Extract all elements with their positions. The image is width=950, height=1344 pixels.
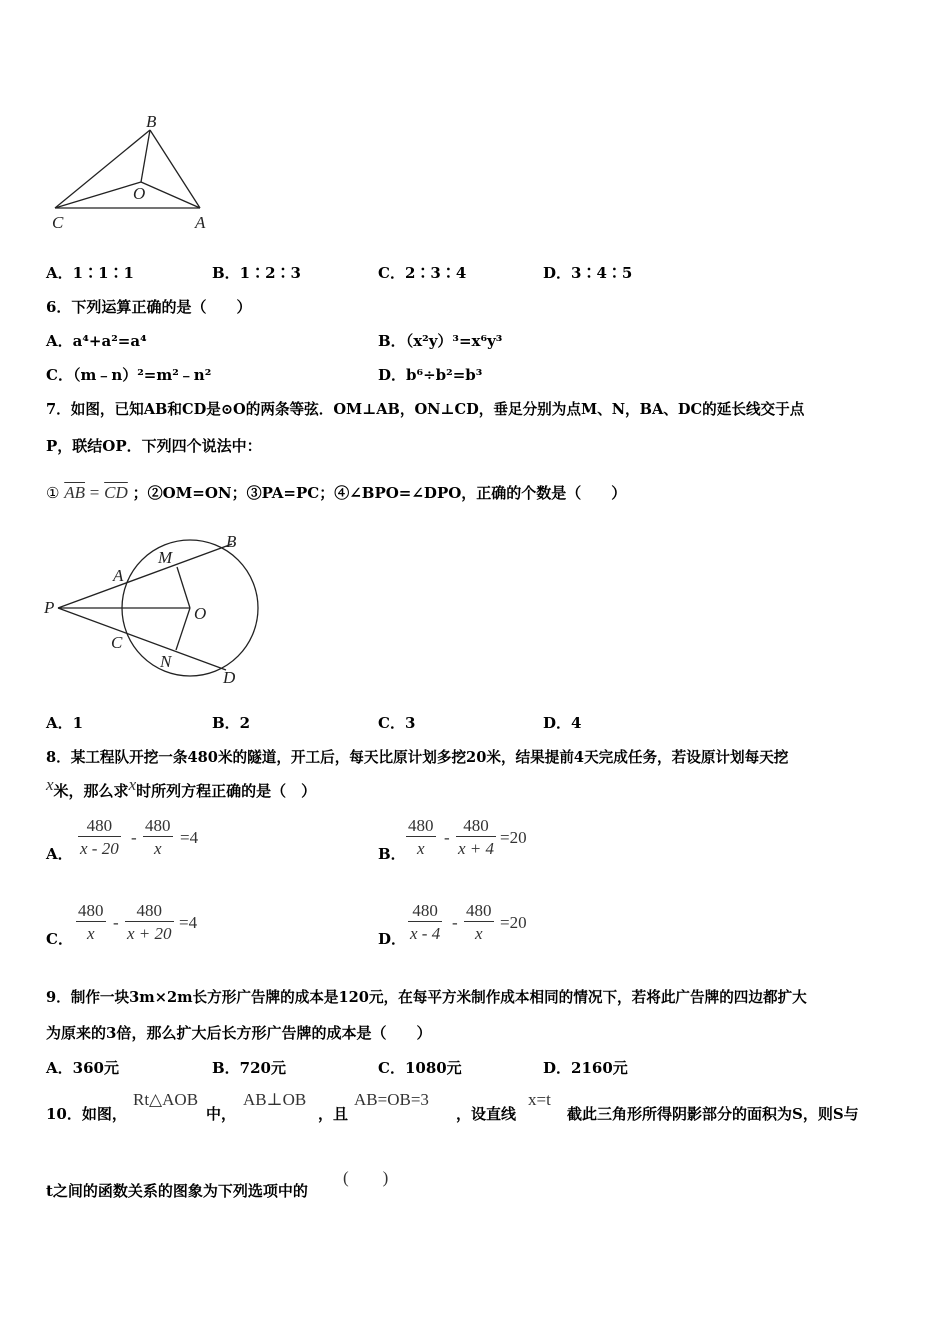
q6-c-body: （m﹣n）²=m²﹣n² <box>72 366 212 384</box>
q8-d-n2: 480 <box>466 901 492 920</box>
q7-s1-prefix: ① <box>46 484 60 502</box>
q8-d-frac2 <box>464 901 494 944</box>
q6-c-prefix: C． <box>46 366 73 384</box>
label-M: M <box>158 548 173 567</box>
q10-p3: ，且 <box>318 1105 349 1123</box>
q8-a-prefix[interactable]: A． <box>46 845 73 863</box>
q8-b-rhs: =20 <box>500 828 527 847</box>
q8-c-d1: x <box>76 921 106 944</box>
q10-m4: x=t <box>528 1090 551 1109</box>
label-C: C <box>52 213 64 232</box>
q7-arc-ab: $\overline{AB}$ <box>64 483 86 502</box>
q6-d-body: b⁶÷b²=b³ <box>406 366 483 384</box>
q8-d-d1: x - 4 <box>408 921 442 944</box>
q8-stem-line2 <box>46 775 317 801</box>
label-O2: O <box>194 604 207 623</box>
q5-option-b[interactable]: B．1∶2∶3 <box>212 264 301 282</box>
q8-c-n1: 480 <box>78 901 104 920</box>
q9-option-b[interactable]: B．720元 <box>212 1059 286 1077</box>
q8-a-rhs: =4 <box>180 828 199 847</box>
label-B2: B <box>226 532 237 551</box>
q8-a-n2: 480 <box>145 816 171 835</box>
q10-p5: 截此三角形所得阴影部分的面积为S，则S与 <box>567 1105 859 1123</box>
q8-c-frac2 <box>125 901 174 944</box>
q6-option-a[interactable] <box>46 330 147 351</box>
q8-a-minus: - <box>131 828 137 847</box>
q7-option-a[interactable]: A．1 <box>46 714 84 732</box>
q8-a-frac1 <box>78 816 121 859</box>
q7-arc-cd: $\overline{CD}$ <box>104 483 128 502</box>
q8-d-n1: 480 <box>412 901 438 920</box>
q8-d-frac1 <box>408 901 442 944</box>
q8-b-d1: x <box>406 836 436 859</box>
q6-option-d[interactable] <box>378 364 482 385</box>
q8-line2-end: 时所列方程正确的是（ ） <box>136 782 317 800</box>
q8-c-n2: 480 <box>136 901 163 920</box>
q6-stem: 6．下列运算正确的是（ ） <box>46 298 252 316</box>
q10-m1: Rt△AOB <box>133 1090 199 1109</box>
label-C2: C <box>111 633 123 652</box>
q7-option-c[interactable]: C．3 <box>378 714 416 732</box>
q7-stem-line1: 7．如图，已知AB和CD是⊙O的两条等弦．OM⊥AB，ON⊥CD，垂足分别为点M、N，BA、DC的延长线交于点 <box>46 401 805 418</box>
q9-option-c[interactable]: C．1080元 <box>378 1059 462 1077</box>
q7-statements <box>46 482 626 503</box>
q8-a-d1: x - 20 <box>78 836 121 859</box>
q9-option-a[interactable]: A．360元 <box>46 1059 119 1077</box>
label-D2: D <box>223 668 236 687</box>
q6-option-b[interactable] <box>378 330 502 351</box>
q10-p2: 中， <box>206 1105 237 1123</box>
q10-m3: AB=OB=3 <box>354 1090 429 1109</box>
q8-b-d2: x + 4 <box>456 836 496 859</box>
q6-a-body: a⁴+a²=a⁴ <box>72 332 147 350</box>
triangle-figure <box>40 110 230 235</box>
q8-b-frac1 <box>406 816 436 859</box>
q8-d-prefix[interactable]: D． <box>378 930 407 948</box>
q10-p4: ，设直线 <box>456 1105 517 1123</box>
q8-stem-line1: 8．某工程队开挖一条480米的隧道，开工后，每天比原计划多挖20米，结果提前4天完成任务，若设原计划每天挖 <box>46 749 789 766</box>
q10-line2: t之间的函数关系的图象为下列选项中的 <box>46 1182 308 1200</box>
q7-statements-rest: ；②OM=ON；③PA=PC；④∠BPO=∠DPO，正确的个数是（ ） <box>132 484 627 502</box>
q7-stem-line2: P，联结OP．下列四个说法中： <box>46 437 262 455</box>
q8-line2-mid: 米，那么求 <box>53 782 129 800</box>
q10-m2: AB⊥OB <box>243 1090 307 1109</box>
q6-a-prefix: A． <box>46 332 73 350</box>
q8-a-n1: 480 <box>86 816 113 835</box>
q7-option-d[interactable]: D．4 <box>543 714 582 732</box>
q7-option-b[interactable]: B．2 <box>212 714 251 732</box>
q8-b-frac2 <box>456 816 496 859</box>
q9-stem-line2: 为原来的3倍，那么扩大后长方形广告牌的成本是（ ） <box>46 1024 432 1042</box>
q8-a-frac2 <box>143 816 173 859</box>
label-P: P <box>44 598 55 617</box>
q6-option-c[interactable] <box>46 364 211 385</box>
label-N: N <box>160 652 172 671</box>
q5-option-c[interactable]: C．2∶3∶4 <box>378 264 467 282</box>
q9-option-d[interactable]: D．2160元 <box>543 1059 628 1077</box>
q9-stem-line1: 9．制作一块3m×2m长方形广告牌的成本是120元，在每平方米制作成本相同的情况下，若将此广告牌的四边都扩大 <box>46 989 807 1006</box>
q6-d-prefix: D． <box>378 366 407 384</box>
q6-b-body: （x²y）³=x⁶y³ <box>405 332 503 350</box>
q8-d-d2: x <box>464 921 494 944</box>
q8-b-prefix[interactable]: B． <box>378 845 406 863</box>
q5-option-a[interactable]: A．1∶1∶1 <box>46 264 134 282</box>
q8-c-frac1 <box>76 901 106 944</box>
q8-c-d2: x + 20 <box>125 921 174 944</box>
q8-b-minus: - <box>444 828 450 847</box>
q8-a-d2: x <box>143 836 173 859</box>
label-A: A <box>195 213 206 232</box>
q8-d-minus: - <box>452 913 458 932</box>
label-B: B <box>146 112 157 131</box>
q8-d-rhs: =20 <box>500 913 527 932</box>
q8-b-n2: 480 <box>463 816 489 835</box>
q8-var-x2: x <box>128 775 137 794</box>
label-O: O <box>133 184 146 203</box>
circle-figure <box>40 530 280 690</box>
q8-c-minus: - <box>113 913 119 932</box>
q10-paren: ( ) <box>343 1168 389 1187</box>
q6-b-prefix: B． <box>378 332 406 350</box>
q10-p1: 10．如图， <box>46 1105 127 1123</box>
q8-b-n1: 480 <box>408 816 434 835</box>
q5-option-d[interactable]: D．3∶4∶5 <box>543 264 633 282</box>
q7-arc-eq: = <box>89 483 100 502</box>
q8-c-prefix[interactable]: C． <box>46 930 73 948</box>
label-A2: A <box>113 566 124 585</box>
q8-c-rhs: =4 <box>179 913 198 932</box>
q8-var-x1: x <box>46 775 54 794</box>
